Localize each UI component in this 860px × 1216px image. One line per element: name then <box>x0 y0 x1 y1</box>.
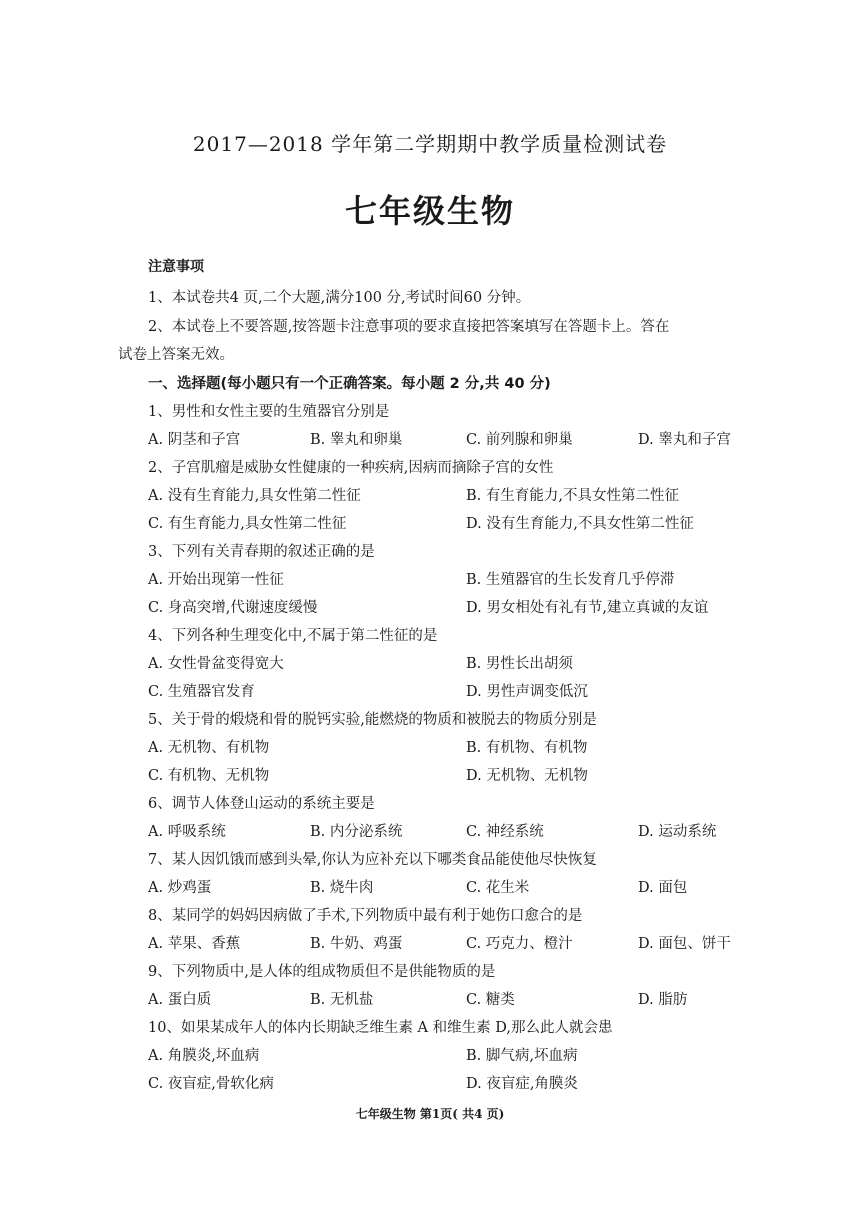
question-4-option-c: C. 生殖器官发育 <box>148 684 255 700</box>
question-8-option-c: C. 巧克力、橙汁 <box>466 936 573 952</box>
question-8-option-a: A. 苹果、香蕉 <box>148 936 241 952</box>
question-6-option-a: A. 呼吸系统 <box>148 824 226 840</box>
question-3-option-c: C. 身高突增,代谢速度缓慢 <box>148 600 318 616</box>
question-7-option-d: D. 面包 <box>638 880 688 896</box>
page-footer: 七年级生物 第1页( 共4 页) <box>355 1107 505 1121</box>
question-5-stem: 5、关于骨的煅烧和骨的脱钙实验,能燃烧的物质和被脱去的物质分别是 <box>148 712 597 728</box>
question-6-option-b: B. 内分泌系统 <box>310 824 403 840</box>
question-7-option-c: C. 花生米 <box>466 880 530 896</box>
question-1-option-a: A. 阴茎和子宫 <box>148 432 241 448</box>
question-7-stem: 7、某人因饥饿而感到头晕,你认为应补充以下哪类食品能使他尽快恢复 <box>148 852 597 868</box>
question-1-option-c: C. 前列腺和卵巢 <box>466 432 573 448</box>
question-7-option-b: B. 烧牛肉 <box>310 880 374 896</box>
section-1-heading: 一、选择题(每小题只有一个正确答案。每小题 2 分,共 40 分) <box>148 376 551 392</box>
question-4-option-d: D. 男性声调变低沉 <box>466 684 588 700</box>
question-9-option-c: C. 糖类 <box>466 992 515 1008</box>
subject-title: 七年级生物 <box>344 192 515 230</box>
question-10-option-c: C. 夜盲症,骨软化病 <box>148 1076 274 1092</box>
question-10-option-d: D. 夜盲症,角膜炎 <box>466 1076 578 1092</box>
question-9-option-b: B. 无机盐 <box>310 992 374 1008</box>
notice-item-2-line-2: 试卷上答案无效。 <box>118 347 234 363</box>
question-10-option-a: A. 角膜炎,坏血病 <box>148 1048 260 1064</box>
question-1-stem: 1、男性和女性主要的生殖器官分别是 <box>148 404 390 420</box>
question-6-option-c: C. 神经系统 <box>466 824 544 840</box>
question-7-option-a: A. 炒鸡蛋 <box>148 880 212 896</box>
question-3-option-b: B. 生殖器官的生长发育几乎停滞 <box>466 572 675 588</box>
question-4-option-b: B. 男性长出胡须 <box>466 656 573 672</box>
question-8-stem: 8、某同学的妈妈因病做了手术,下列物质中最有利于她伤口愈合的是 <box>148 908 583 924</box>
question-3-option-d: D. 男女相处有礼有节,建立真诚的友谊 <box>466 600 709 616</box>
question-1-option-b: B. 睾丸和卵巢 <box>310 432 403 448</box>
question-2-stem: 2、子宫肌瘤是威胁女性健康的一种疾病,因病而摘除子宫的女性 <box>148 460 554 476</box>
question-9-option-a: A. 蛋白质 <box>148 992 212 1008</box>
question-3-stem: 3、下列有关青春期的叙述正确的是 <box>148 544 375 560</box>
notice-item-2-line-1: 2、本试卷上不要答题,按答题卡注意事项的要求直接把答案填写在答题卡上。答在 <box>148 319 670 335</box>
notice-heading: 注意事项 <box>148 259 204 275</box>
question-5-option-a: A. 无机物、有机物 <box>148 740 270 756</box>
question-6-option-d: D. 运动系统 <box>638 824 717 840</box>
question-4-option-a: A. 女性骨盆变得宽大 <box>148 656 284 672</box>
question-3-option-a: A. 开始出现第一性征 <box>148 572 284 588</box>
question-8-option-d: D. 面包、饼干 <box>638 936 731 952</box>
question-5-option-b: B. 有机物、有机物 <box>466 740 588 756</box>
question-6-stem: 6、调节人体登山运动的系统主要是 <box>148 796 375 812</box>
question-2-option-b: B. 有生育能力,不具女性第二性征 <box>466 488 679 504</box>
question-9-option-d: D. 脂肪 <box>638 992 688 1008</box>
question-2-option-c: C. 有生育能力,具女性第二性征 <box>148 516 347 532</box>
question-5-option-c: C. 有机物、无机物 <box>148 768 270 784</box>
question-5-option-d: D. 无机物、无机物 <box>466 768 588 784</box>
notice-item-1: 1、本试卷共4 页,二个大题,满分100 分,考试时间60 分钟。 <box>148 290 531 306</box>
question-9-stem: 9、下列物质中,是人体的组成物质但不是供能物质的是 <box>148 964 496 980</box>
exam-title: 2017—2018 学年第二学期期中教学质量检测试卷 <box>192 132 668 156</box>
question-2-option-d: D. 没有生育能力,不具女性第二性征 <box>466 516 694 532</box>
question-4-stem: 4、下列各种生理变化中,不属于第二性征的是 <box>148 628 438 644</box>
question-2-option-a: A. 没有生育能力,具女性第二性征 <box>148 488 361 504</box>
question-10-option-b: B. 脚气病,坏血病 <box>466 1048 578 1064</box>
question-1-option-d: D. 睾丸和子宫 <box>638 432 731 448</box>
question-10-stem: 10、如果某成年人的体内长期缺乏维生素 A 和维生素 D,那么此人就会患 <box>148 1020 613 1036</box>
question-8-option-b: B. 牛奶、鸡蛋 <box>310 936 403 952</box>
